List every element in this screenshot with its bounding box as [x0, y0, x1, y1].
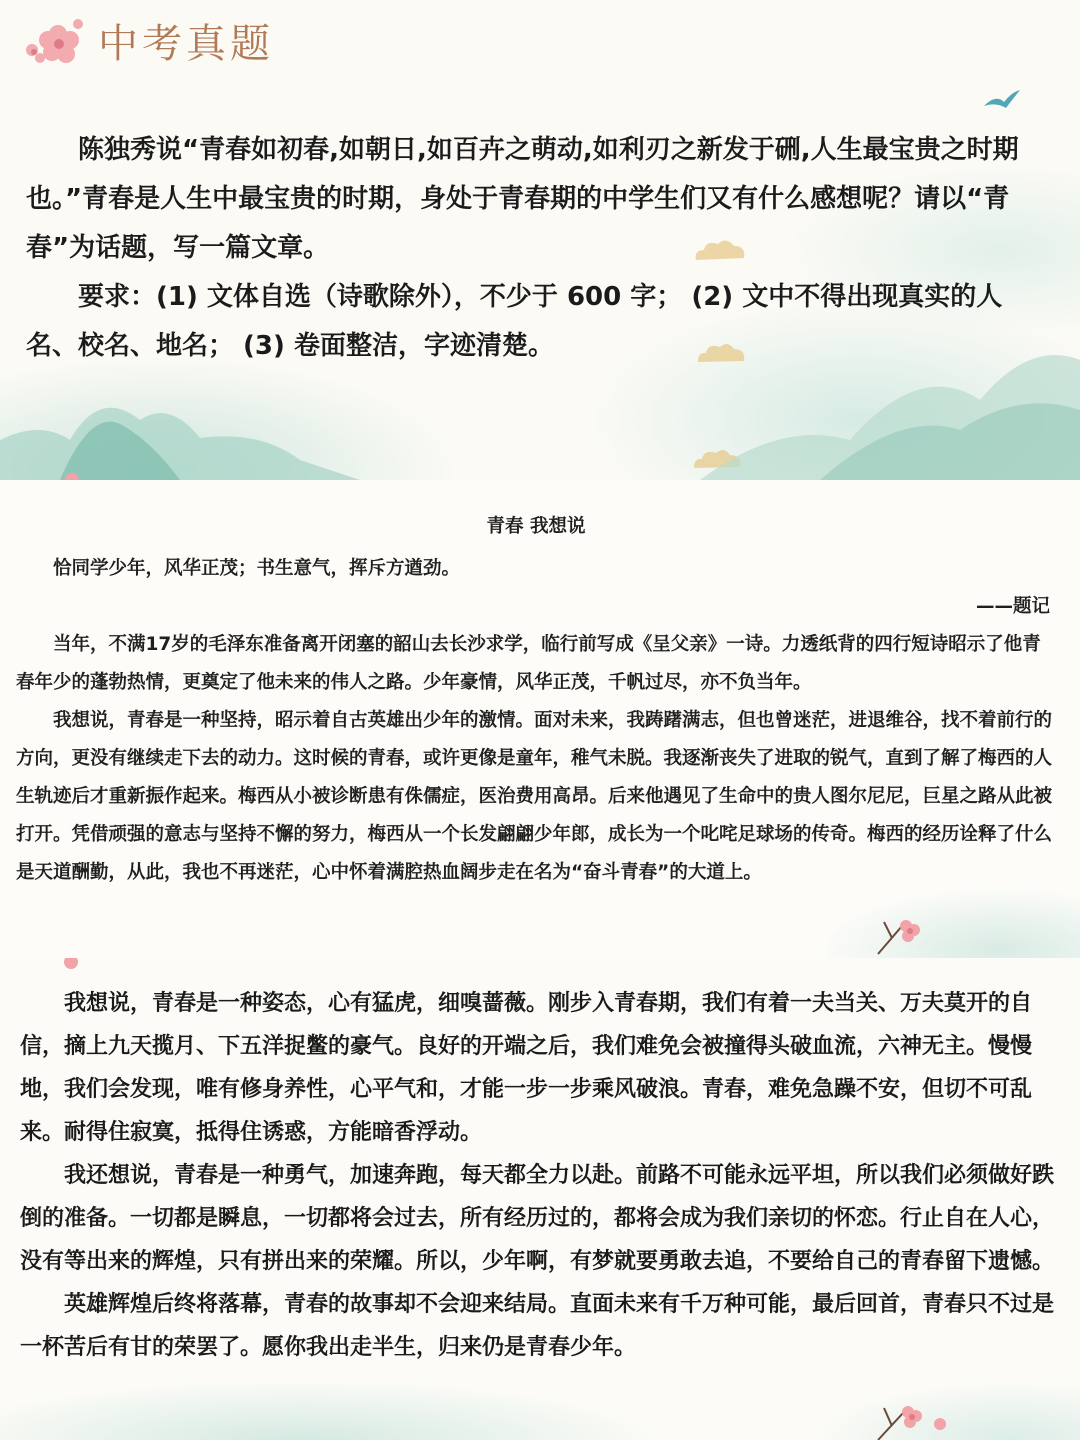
essay-epigraph: 恰同学少年，风华正茂；书生意气，挥斥方遒劲。 [53, 558, 461, 579]
essay-paragraph: 我想说，青春是一种姿态，心有猛虎，细嗅蔷薇。刚步入青春期，我们有着一夫当关、万夫莫开的自信，摘上九天揽月、下五洋捉鳖的豪气。良好的开端之后，我们难免会被撞得头破血流，六神无主。慢慢地，我们会发现，唯有修身养性，心平气和，才能一步一步乘风破浪。青春，难免急躁不安，但切不可乱来。耐得住寂寞，抵得住诱惑，方能暗香浮动。 [20, 991, 1033, 1145]
essay-panel-1 [0, 480, 1080, 958]
essay-paragraph: 当年，不满17岁的毛泽东准备离开闭塞的韶山去长沙求学，临行前写成《呈父亲》一诗。力透纸背的四行短诗昭示了他青春年少的蓬勃热情，更奠定了他未来的伟人之路。少年豪情，风华正茂，千帆过尽，亦不负当年。 [16, 634, 1041, 693]
page-title: 中考真题 [98, 21, 274, 67]
essay-title: 青春 我想说 [486, 516, 586, 537]
ink-mountain-icon [0, 380, 360, 480]
prompt-panel [0, 0, 1080, 480]
essay-text-1 [16, 508, 1056, 892]
plum-blossom-icon [872, 916, 932, 956]
prompt-paragraph: 陈独秀说“青春如初春,如朝日,如百卉之萌动,如利刃之新发于硎,人生最宝贵之时期也。”青春是人生中最宝贵的时期，身处于青春期的中学生们又有什么感想呢？请以“青春”为话题，写一篇文章。 [26, 135, 1019, 263]
plum-blossom-icon [874, 1398, 954, 1440]
essay-text-2 [20, 982, 1060, 1369]
essay-paragraph: 我还想说，青春是一种勇气，加速奔跑，每天都全力以赴。前路不可能永远平坦，所以我们必须做好跌倒的准备。一切都是瞬息，一切都将会过去，所有经历过的，都将会成为我们亲切的怀恋。行止自在人心，没有等出来的辉煌，只有拼出来的荣耀。所以，少年啊，有梦就要勇敢去追，不要给自己的青春留下遗憾。 [20, 1163, 1055, 1274]
auspicious-cloud-icon [690, 236, 750, 266]
essay-paragraph: 我想说，青春是一种坚持，昭示着自古英雄出少年的激情。面对未来，我踌躇满志，但也曾迷茫，进退维谷，找不着前行的方向，更没有继续走下去的动力。这时候的青春，或许更像是童年，稚气未脱。我逐渐丧失了进取的锐气，直到了解了梅西的人生轨迹后才重新振作起来。梅西从小被诊断患有侏儒症，医治费用高昂。后来他遇见了生命中的贵人图尔尼尼，巨星之路从此被打开。凭借顽强的意志与坚持不懈的努力，梅西从一个长发翩翩少年郎，成长为一个叱咤足球场的传奇。梅西的经历诠释了什么是天道酬勤，从此，我也不再迷茫，心中怀着满腔热血阔步走在名为“奋斗青春”的大道上。 [16, 710, 1053, 883]
plum-blossom-icon [56, 958, 86, 972]
essay-paragraph: 英雄辉煌后终将落幕，青春的故事却不会迎来结局。直面未来有千万种可能，最后回首，青春只不过是一杯苦后有甘的荣罢了。愿你我出走半生，归来仍是青春少年。 [20, 1292, 1055, 1360]
plum-blossom-icon [50, 470, 90, 480]
epigraph-source: ——题记 [975, 596, 1050, 617]
prompt-requirements: 要求：(1) 文体自选（诗歌除外），不少于 600 字； (2) 文中不得出现真实的人名、校名、地名； (3) 卷面整洁，字迹清楚。 [26, 282, 1003, 361]
swallow-icon [982, 88, 1022, 114]
ink-mountain-icon [700, 300, 1080, 480]
essay-panel-2 [0, 958, 1080, 1440]
plum-blossom-icon [18, 12, 90, 72]
